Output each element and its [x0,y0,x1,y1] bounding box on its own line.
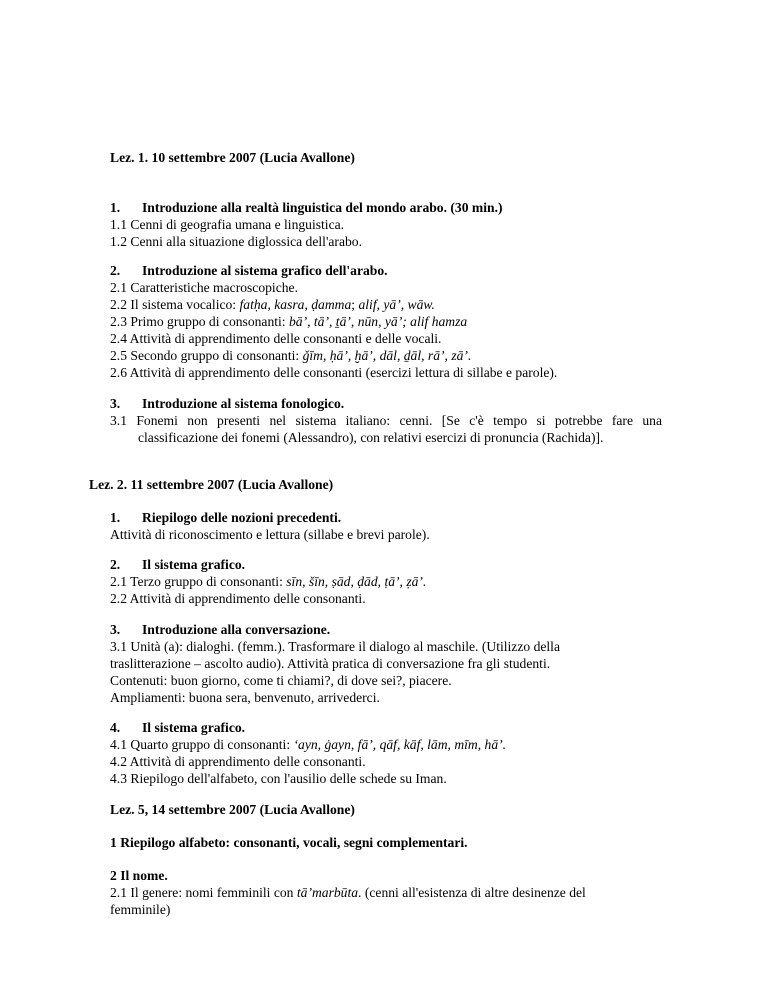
lesson-2-section-1 [110,509,662,543]
list-item: 2.1 Caratteristiche macroscopiche. [110,280,298,295]
list-item: 4.2 Attività di apprendimento delle consonanti. [110,754,366,769]
list-item: 3.1 Fonemi non presenti nel sistema italiano: cenni. [Se c'è tempo si potrebbe fare una [110,413,662,428]
list-item: Ampliamenti: buona sera, benvenuto, arrivederci. [110,690,380,705]
section-heading: 1. Riepilogo delle nozioni precedenti. [110,510,342,525]
lesson-title: Lez. 5, 14 settembre 2007 (Lucia Avallone) [110,802,355,817]
list-item: 2.5 Secondo gruppo di consonanti: ǧīm, ḥā’, ḫā’, dāl, ḏāl, rā’, zā’. [110,348,472,363]
lesson-5-section-2 [110,867,662,918]
lesson-1-title [110,149,662,166]
section-heading: 2. Introduzione al sistema grafico dell'arabo. [110,263,388,278]
section-heading: 1. Introduzione alla realtà linguistica del mondo arabo. (30 min.) [110,200,503,215]
list-item: 4.1 Quarto gruppo di consonanti: ‘ayn, ġayn, fā’, qāf, kāf, lām, mīm, hā’. [110,737,507,752]
list-item: 4.3 Riepilogo dell'alfabeto, con l'ausilio delle schede su Iman. [110,771,447,786]
lesson-5-title [110,801,662,818]
list-item: femminile) [110,902,171,917]
lesson-1-section-1 [110,199,662,250]
lesson-1-section-3 [110,395,662,446]
lesson-title: Lez. 1. 10 settembre 2007 (Lucia Avallone) [110,150,355,165]
section-heading: 3. Introduzione alla conversazione. [110,622,331,637]
section-heading: 3. Introduzione al sistema fonologico. [110,396,345,411]
section-heading: 1 Riepilogo alfabeto: consonanti, vocali, segni complementari. [110,835,468,850]
section-heading: 2. Il sistema grafico. [110,557,246,572]
lesson-title: Lez. 2. 11 settembre 2007 (Lucia Avallone) [89,477,334,492]
list-item-continuation: classificazione dei fonemi (Alessandro), con relativi esercizi di pronuncia (Rachida)]. [138,430,604,445]
lesson-5-section-1 [110,834,662,851]
list-item: 2.1 Terzo gruppo di consonanti: sīn, šīn, ṣād, ḍād, ṭā’, ẓā’. [110,574,427,589]
list-item: 2.2 Il sistema vocalico: fatḥa, kasra, ḍamma; alif, yā’, wāw. [110,297,435,312]
list-item: 1.2 Cenni alla situazione diglossica dell'arabo. [110,234,362,249]
section-heading: 4. Il sistema grafico. [110,720,246,735]
list-item: 2.4 Attività di apprendimento delle consonanti e delle vocali. [110,331,442,346]
list-item: 3.1 Unità (a): dialoghi. (femm.). Trasformare il dialogo al maschile. (Utilizzo della [110,639,560,654]
list-item: 2.3 Primo gruppo di consonanti: bā’, tā’, ṯā’, nūn, yā’; alif hamza [110,314,468,329]
lesson-1-section-2 [110,262,662,381]
list-item: Contenuti: buon giorno, come ti chiami?, di dove sei?, piacere. [110,673,452,688]
section-heading: 2 Il nome. [110,868,168,883]
list-item: 2.2 Attività di apprendimento delle consonanti. [110,591,366,606]
list-item: 2.1 Il genere: nomi femminili con tā’marbūta. (cenni all'esistenza di altre desinenze del [110,885,586,900]
list-item: traslitterazione – ascolto audio). Attività pratica di conversazione fra gli studenti. [110,656,551,671]
lesson-2-section-4 [110,719,662,787]
list-item: Attività di riconoscimento e lettura (sillabe e brevi parole). [110,527,430,542]
list-item: 2.6 Attività di apprendimento delle consonanti (esercizi lettura di sillabe e parole). [110,365,558,380]
lesson-2-title [89,476,641,493]
lesson-2-section-3 [110,621,662,706]
list-item: 1.1 Cenni di geografia umana e linguistica. [110,217,345,232]
lesson-2-section-2 [110,556,662,607]
